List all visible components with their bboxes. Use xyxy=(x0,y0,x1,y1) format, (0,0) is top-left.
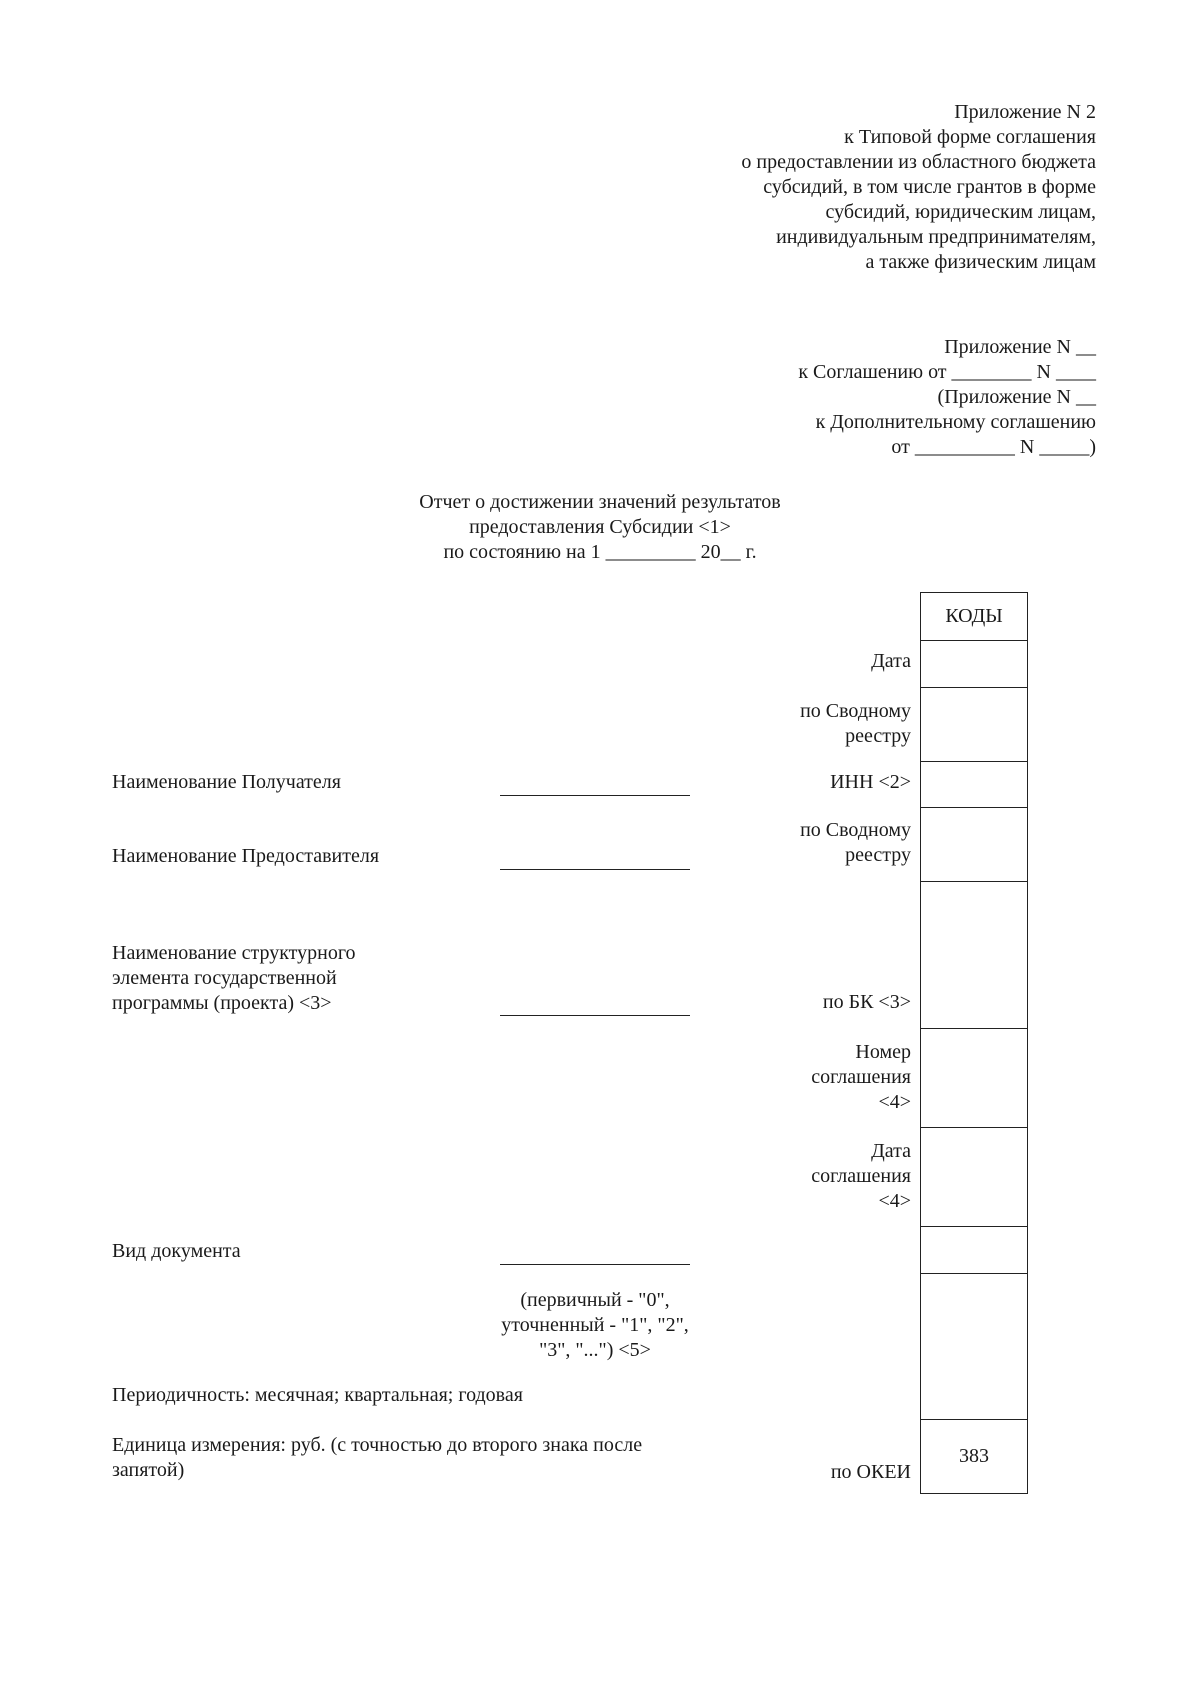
recipient-field-line[interactable] xyxy=(500,795,690,796)
date-label: Дата xyxy=(871,650,911,672)
agreement-annex-line: к Дополнительному соглашению xyxy=(815,411,1096,433)
bk-label: по БК <3> xyxy=(822,991,911,1013)
annex-header-line: о предоставлении из областного бюджета xyxy=(741,151,1096,173)
agreement-number-cell[interactable] xyxy=(921,1029,1028,1128)
bk-code-cell[interactable] xyxy=(921,882,1028,1029)
agreement-annex-line: от __________ N _____) xyxy=(891,436,1096,458)
annex-header-line: субсидий, юридическим лицам, xyxy=(825,201,1096,223)
annex-header xyxy=(741,100,1096,275)
agreement-date-label: Дата соглашения <4> xyxy=(811,1140,911,1212)
recipient-label: Наименование Получателя xyxy=(112,771,341,793)
registry-label-1: по Сводному реестру xyxy=(800,700,911,747)
annex-header-line: Приложение N 2 xyxy=(954,101,1096,123)
codes-header: КОДЫ xyxy=(921,593,1028,641)
report-title-line: по состоянию на 1 _________ 20__ г. xyxy=(443,541,757,563)
doc-type-field-line[interactable] xyxy=(500,1264,690,1265)
okei-label: по ОКЕИ xyxy=(830,1461,911,1483)
date-code-cell[interactable] xyxy=(921,641,1028,688)
registry-code-cell-1[interactable] xyxy=(921,688,1028,762)
provider-label: Наименование Предоставителя xyxy=(112,845,380,867)
unit-label: Единица измерения: руб. (с точностью до второго знака после запятой) xyxy=(112,1434,643,1481)
agreement-annex xyxy=(798,335,1096,460)
structural-element-field-line[interactable] xyxy=(500,1015,690,1016)
okei-code-cell: 383 xyxy=(921,1420,1028,1494)
doc-type-label: Вид документа xyxy=(112,1240,241,1262)
agreement-annex-line: Приложение N __ xyxy=(944,336,1096,358)
provider-field-line[interactable] xyxy=(500,869,690,870)
registry-label-2: по Сводному реестру xyxy=(800,819,911,866)
annex-header-line: индивидуальным предпринимателям, xyxy=(776,226,1096,248)
doc-type-code-cell[interactable] xyxy=(921,1227,1028,1274)
annex-header-line: к Типовой форме соглашения xyxy=(844,126,1096,148)
doc-type-hint: (первичный - "0", уточненный - "1", "2", "3", "...") <5> xyxy=(501,1289,689,1361)
annex-header-line: субсидий, в том числе грантов в форме xyxy=(763,176,1096,198)
agreement-annex-line: к Соглашению от ________ N ____ xyxy=(798,361,1096,383)
agreement-number-label: Номер соглашения <4> xyxy=(811,1041,911,1113)
inn-label: ИНН <2> xyxy=(830,771,911,793)
structural-element-label: Наименование структурного элемента государственной программы (проекта) <3> xyxy=(112,942,356,1014)
report-title-line: предоставления Субсидии <1> xyxy=(469,516,731,538)
annex-header-line: а также физическим лицам xyxy=(865,251,1096,273)
agreement-annex-line: (Приложение N __ xyxy=(937,386,1096,408)
periodicity-code-cell[interactable] xyxy=(921,1274,1028,1420)
inn-code-cell[interactable] xyxy=(921,762,1028,808)
periodicity-label: Периодичность: месячная; квартальная; годовая xyxy=(112,1384,523,1406)
agreement-date-cell[interactable] xyxy=(921,1128,1028,1227)
report-title-line: Отчет о достижении значений результатов xyxy=(419,491,781,513)
registry-code-cell-2[interactable] xyxy=(921,808,1028,882)
report-title xyxy=(350,490,850,565)
codes-table xyxy=(920,592,1028,1494)
